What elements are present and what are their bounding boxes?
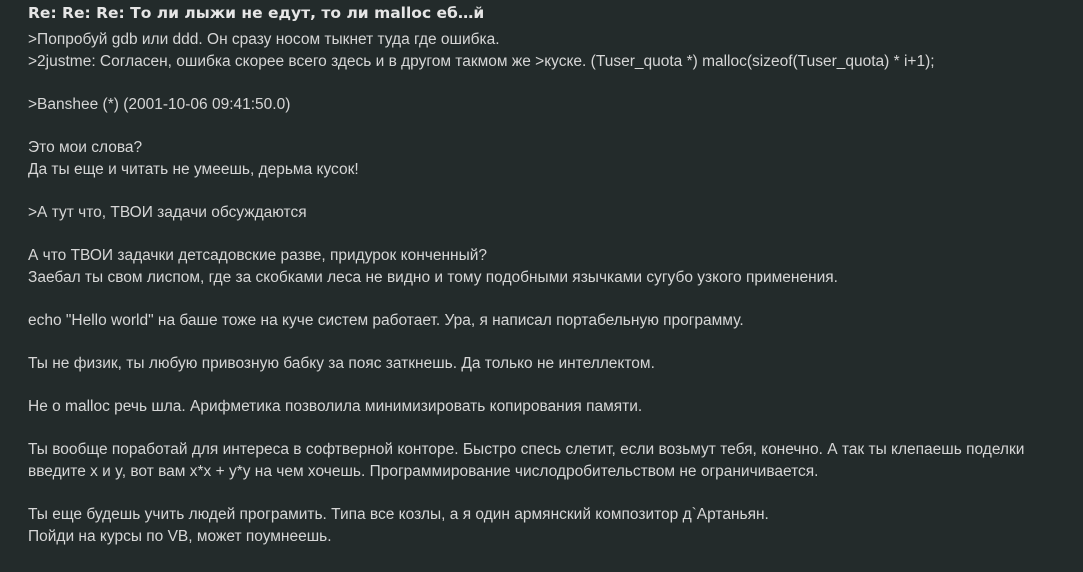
post-line: >Попробуй gdb или ddd. Он сразу носом тыкнет туда где ошибка. (28, 31, 500, 48)
post-line (28, 288, 1071, 310)
post-line: >Banshee (*) (2001-10-06 09:41:50.0) (28, 95, 291, 113)
post-line: >А тут что, ТВОИ задачи обсуждаются (28, 203, 307, 221)
post-line (28, 331, 1071, 353)
post-body (28, 29, 1071, 547)
post-line (28, 180, 1071, 202)
post-title: Re: Re: Re: То ли лыжи не едут, то ли malloc еб…й (28, 4, 485, 22)
post-line (28, 223, 1071, 245)
post-line: Это мои слова? (28, 138, 143, 156)
post-line: Не о malloc речь шла. Арифметика позволила минимизировать копирования памяти. (28, 398, 643, 416)
post-line (28, 375, 1071, 397)
post-line (28, 482, 1071, 504)
post-line: Ты еще будешь учить людей програмить. Типа все козлы, а я один армянский композитор д`Артаньян. (28, 506, 769, 524)
post-line: >2justme: Согласен, ошибка скорее всего здесь и в другом такмом же >куске. (Tuser_quota *) malloc(sizeof(Tuser_quota) * i+1); (28, 52, 935, 70)
post-line: введите x и y, вот вам x*x + y*y на чем хочешь. Программирование числодробительством не ограничивается. (28, 462, 819, 480)
post-line (28, 115, 1071, 137)
post-line (28, 418, 1071, 440)
post-line (28, 72, 1071, 94)
post-line: Да ты еще и читать не умеешь, дерьма кусок! (28, 160, 359, 178)
post-line: Ты вообще поработай для интереса в софтверной конторе. Быстро спесь слетит, если возьмут тебя, конечно. А так ты клепаешь поделки (28, 441, 1025, 459)
post-line: Ты не физик, ты любую привозную бабку за пояс заткнешь. Да только не интеллектом. (28, 354, 655, 372)
post-line: А что ТВОИ задачки детсадовские разве, придурок конченный? (28, 246, 487, 264)
post-line: echo "Hello world" на баше тоже на куче систем работает. Ура, я написал портабельную программу. (28, 311, 744, 329)
post-line: Пойди на курсы по VB, может поумнеешь. (28, 527, 332, 545)
post-line: Заебал ты свом лиспом, где за скобками леса не видно и тому подобными язычками сугубо узкого применения. (28, 268, 838, 286)
